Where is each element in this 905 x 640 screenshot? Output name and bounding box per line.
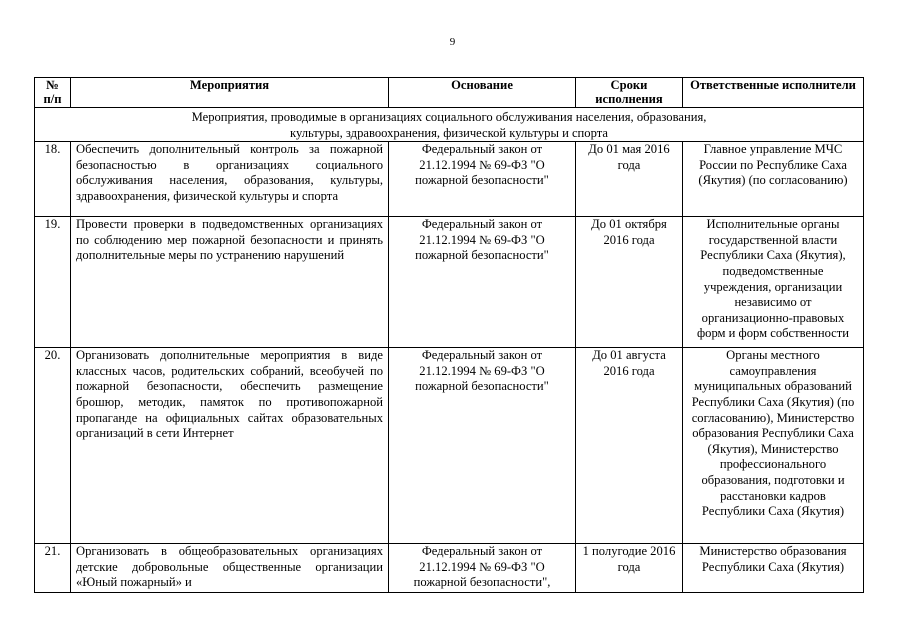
row-basis: Федеральный закон от 21.12.1994 № 69-ФЗ "О пожарной безопасности" <box>389 142 576 217</box>
row-number: 18. <box>35 142 71 217</box>
row-term: 1 полугодие 2016 года <box>576 544 683 593</box>
header-basis: Основание <box>389 78 576 108</box>
table-row <box>35 544 864 593</box>
table-row <box>35 217 864 348</box>
row-measure: Организовать дополнительные мероприятия в виде классных часов, родительских собраний, всеобучей по пожарной безопасности, обеспечить размещение брошюр, методик, памяток по противопожарной пропаганде на официальных сайтах образовательных организаций в сети Интернет <box>71 348 389 544</box>
row-term: До 01 мая 2016 года <box>576 142 683 217</box>
row-executors: Исполнительные органы государственной власти Республики Саха (Якутия), подведомственные учреждения, организации независимо от организационно-правовых форм и форм собственности <box>683 217 864 348</box>
row-executors: Органы местного самоуправления муниципальных образований Республики Саха (Якутия) (по согласованию), Министерство образования Республики Саха (Якутия), Министерство профессионального образования, подготовки и расстановки кадров Республики Саха (Якутия) <box>683 348 864 544</box>
row-number: 20. <box>35 348 71 544</box>
row-measure: Провести проверки в подведомственных организациях по соблюдению мер пожарной безопасности и принять дополнительные меры по устранению нарушений <box>71 217 389 348</box>
table-header-row <box>35 78 864 108</box>
table-row <box>35 142 864 217</box>
row-number: 19. <box>35 217 71 348</box>
section-row <box>35 108 864 142</box>
row-basis: Федеральный закон от 21.12.1994 № 69-ФЗ "О пожарной безопасности", <box>389 544 576 593</box>
row-measure: Организовать в общеобразовательных организациях детские добровольные общественные организации «Юный пожарный» и <box>71 544 389 593</box>
header-term: Сроки исполнения <box>576 78 683 108</box>
row-executors: Министерство образования Республики Саха (Якутия) <box>683 544 864 593</box>
page-number: 9 <box>449 36 456 48</box>
row-executors: Главное управление МЧС России по Республике Саха (Якутия) (по согласованию) <box>683 142 864 217</box>
header-executors: Ответственные исполнители <box>683 78 864 108</box>
measures-table <box>34 77 864 593</box>
table-row <box>35 348 864 544</box>
row-basis: Федеральный закон от 21.12.1994 № 69-ФЗ "О пожарной безопасности" <box>389 348 576 544</box>
header-measure: Мероприятия <box>71 78 389 108</box>
section-title: Мероприятия, проводимые в организациях социального обслуживания населения, образования, культуры, здравоохранения, физической культуры и спорта <box>35 108 864 142</box>
header-num: № п/п <box>35 78 71 108</box>
row-measure: Обеспечить дополнительный контроль за пожарной безопасностью в организациях социального обслуживания населения, образования, культуры, здравоохранения, физической культуры и спорта <box>71 142 389 217</box>
row-basis: Федеральный закон от 21.12.1994 № 69-ФЗ "О пожарной безопасности" <box>389 217 576 348</box>
row-number: 21. <box>35 544 71 593</box>
row-term: До 01 августа 2016 года <box>576 348 683 544</box>
row-term: До 01 октября 2016 года <box>576 217 683 348</box>
